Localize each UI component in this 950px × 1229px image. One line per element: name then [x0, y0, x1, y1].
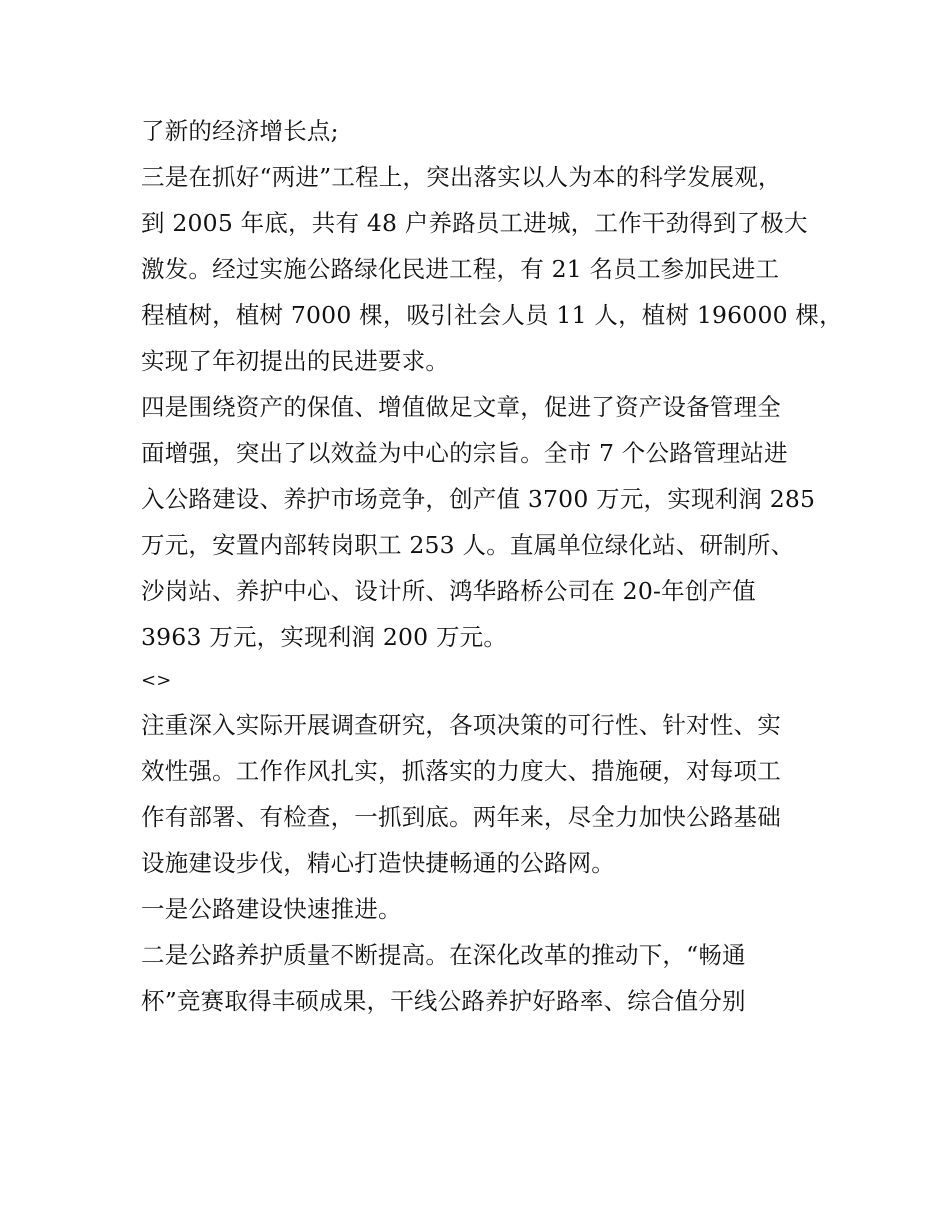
text-line: 万元，安置内部转岗职工 253 人。直属单位绿化站、研制所、 — [141, 531, 795, 559]
text-line: 效性强。工作作风扎实，抓落实的力度大、措施硬，对每项工 — [141, 757, 781, 785]
text-line: 了新的经济增长点; — [141, 117, 339, 145]
text-line: 入公路建设、养护市场竞争，创产值 3700 万元，实现利润 285 — [141, 485, 816, 513]
text-line: 面增强，突出了以效益为中心的宗旨。全市 7 个公路管理站进 — [141, 439, 788, 467]
text-line: 作有部署、有检查，一抓到底。两年来，尽全力加快公路基础 — [141, 803, 781, 831]
text-line: 二是公路养护质量不断提高。在深化改革的推动下，“畅通 — [141, 941, 746, 969]
text-line: 程植树，植树 7000 棵，吸引社会人员 11 人，植树 196000 棵， — [141, 301, 843, 329]
text-line: 四是围绕资产的保值、增值做足文章，促进了资产设备管理全 — [141, 393, 781, 421]
text-line: 到 2005 年底，共有 48 户养路员工进城，工作干劲得到了极大 — [141, 209, 808, 237]
text-line: 设施建设步伐，精心打造快捷畅通的公路网。 — [141, 849, 615, 877]
text-line: 一是公路建设快速推进。 — [141, 895, 402, 923]
placeholder-marker: <> — [141, 670, 172, 691]
text-line: 杯”竞赛取得丰硕成果，干线公路养护好路率、综合值分别 — [141, 987, 746, 1015]
text-line: 注重深入实际开展调查研究，各项决策的可行性、针对性、实 — [141, 711, 781, 739]
text-line: 激发。经过实施公路绿化民进工程，有 21 名员工参加民进工 — [141, 255, 780, 283]
text-line: 沙岗站、养护中心、设计所、鸿华路桥公司在 20-年创产值 — [141, 577, 756, 605]
document-body — [141, 108, 843, 1024]
text-line: 实现了年初提出的民进要求。 — [141, 347, 450, 375]
text-line: 3963 万元，实现利润 200 万元。 — [141, 623, 508, 651]
text-line: 三是在抓好“两进”工程上，突出落实以人为本的科学发展观， — [141, 163, 782, 191]
